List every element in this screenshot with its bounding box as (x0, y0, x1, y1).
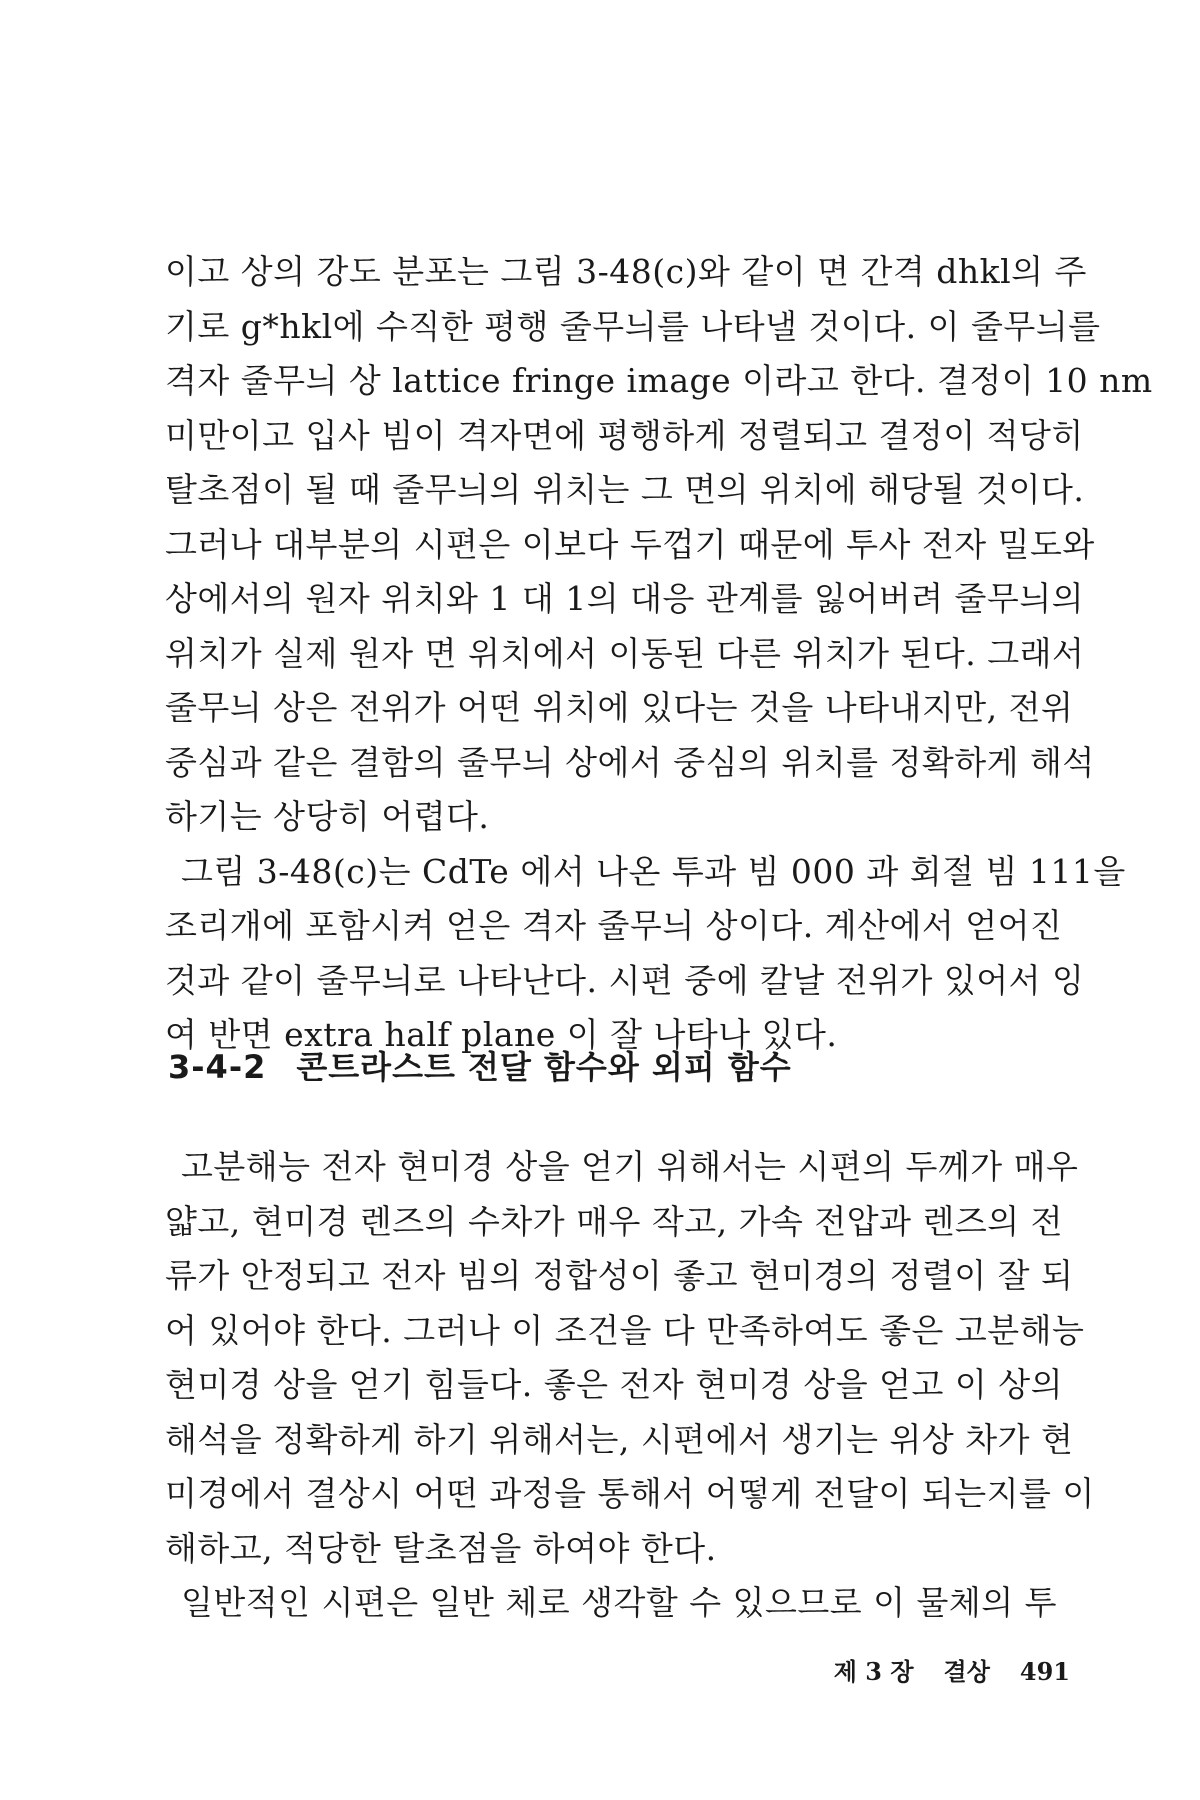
text-line: 얇고, 현미경 렌즈의 수차가 매우 작고, 가속 전압과 렌즈의 전 (165, 1201, 1063, 1241)
text-line: 상에서의 원자 위치와 1 대 1의 대응 관계를 잃어버려 줄무늬의 (165, 579, 1084, 618)
text-line: 어 있어야 한다. 그러나 이 조건을 다 만족하여도 좋은 고분해능 (165, 1310, 1085, 1350)
text-line: 조리개에 포함시켜 얻은 격자 줄무늬 상이다. 계산에서 얻어진 (165, 906, 1063, 945)
paragraph-lattice-fringe (165, 245, 1153, 845)
page-footer (834, 1652, 1070, 1687)
page-number: 491 (1019, 1657, 1070, 1686)
body-text-top (165, 245, 1153, 1063)
text-line: 기로 g*hkl에 수직한 평행 줄무늬를 나타낼 것이다. 이 줄무늬를 (165, 306, 1101, 346)
text-line: 그러나 대부분의 시편은 이보다 두껍기 때문에 투사 전자 밀도와 (165, 524, 1095, 564)
text-line: 해하고, 적당한 탈초점을 하여야 한다. (165, 1528, 717, 1568)
paragraph-general-specimen (165, 1576, 1075, 1631)
body-text-bottom (165, 1140, 1095, 1631)
text-line: 여 반면 extra half plane 이 잘 나타나 있다. (165, 1015, 838, 1054)
text-line: 것과 같이 줄무늬로 나타난다. 시편 중에 칼날 전위가 있어서 잉 (165, 960, 1085, 1000)
text-line: 하기는 상당히 어렵다. (165, 797, 490, 836)
text-line: 격자 줄무늬 상 lattice fringe image 이라고 한다. 결정이 10 nm (165, 361, 1153, 400)
text-line: 류가 안정되고 전자 빔의 정합성이 좋고 현미경의 정렬이 잘 되 (165, 1256, 1074, 1295)
section-number: 3-4-2 (168, 1048, 267, 1086)
text-line: 탈초점이 될 때 줄무늬의 위치는 그 면의 위치에 해당될 것이다. (165, 470, 1085, 509)
text-line: 줄무늬 상은 전위가 어떤 위치에 있다는 것을 나타내지만, 전위 (165, 688, 1074, 727)
paragraph-cdte-fringe (165, 845, 1126, 1063)
paragraph-high-resolution (165, 1140, 1095, 1576)
text-line: 그림 3-48(c)는 CdTe 에서 나온 투과 빔 000 과 회절 빔 111을 (181, 851, 1126, 891)
text-line: 미만이고 입사 빔이 격자면에 평행하게 정렬되고 결정이 적당히 (165, 415, 1084, 455)
text-line: 이고 상의 강도 분포는 그림 3-48(c)와 같이 면 간격 dhkl의 주 (165, 252, 1087, 291)
text-line: 위치가 실제 원자 면 위치에서 이동된 다른 위치가 된다. 그래서 (165, 633, 1085, 673)
section-title: 콘트라스트 전달 함수와 외피 함수 (296, 1048, 792, 1086)
text-line: 중심과 같은 결함의 줄무늬 상에서 중심의 위치를 정확하게 해석 (165, 742, 1095, 782)
footer-chapter-title: 결상 (943, 1657, 990, 1686)
footer-chapter: 제 3 장 (833, 1657, 914, 1686)
text-line: 일반적인 시편은 일반 체로 생각할 수 있으므로 이 물체의 투 (181, 1583, 1057, 1622)
section-heading (168, 1042, 792, 1088)
text-line: 해석을 정확하게 하기 위해서는, 시편에서 생기는 위상 차가 현 (165, 1419, 1074, 1459)
text-line: 현미경 상을 얻기 힘들다. 좋은 전자 현미경 상을 얻고 이 상의 (165, 1365, 1063, 1404)
text-line: 고분해능 전자 현미경 상을 얻기 위해서는 시편의 두께가 매우 (181, 1147, 1079, 1186)
text-line: 미경에서 결상시 어떤 과정을 통해서 어떻게 전달이 되는지를 이 (165, 1474, 1095, 1513)
